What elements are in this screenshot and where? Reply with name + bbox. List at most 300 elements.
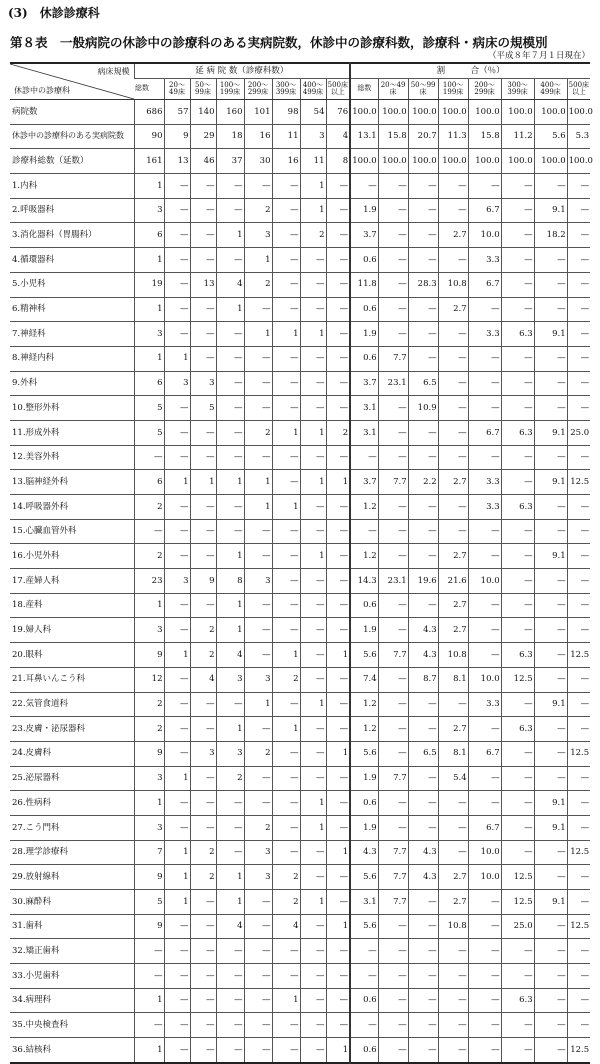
count-cell: 1 [216,470,244,495]
count-cell: 2 [244,272,272,297]
pct-cell: — [408,593,438,618]
count-cell: 16 [244,124,272,149]
pct-cell: 2.7 [438,890,468,915]
pct-cell: — [534,914,567,939]
pct-cell: — [567,322,590,347]
pct-cell: — [468,297,501,322]
count-cell: — [244,914,272,939]
count-cell: — [244,618,272,643]
table-row [10,371,590,396]
pct-cell: 5.6 [350,741,378,766]
pct-cell: 10.0 [468,667,501,692]
pct-cell: — [468,964,501,989]
pct-cell: 8.1 [438,667,468,692]
count-cell: — [216,495,244,520]
count-cell: 161 [134,149,164,174]
pct-cell: — [501,593,534,618]
count-cell: 1 [164,766,190,791]
count-cell: — [190,445,216,470]
table-row [10,569,590,594]
count-cell: — [190,988,216,1013]
count-cell: — [164,297,190,322]
count-cell: — [190,791,216,816]
row-label: 6.精神科 [10,297,134,322]
count-cell: — [300,396,326,421]
pct-cell: — [378,519,408,544]
pct-cell: — [408,223,438,248]
pct-cell: — [567,939,590,964]
pct-cell: — [534,297,567,322]
count-cell: 1 [300,198,326,223]
pct-cell: — [567,346,590,371]
pct-cell: — [408,988,438,1013]
count-cell: — [272,840,300,865]
pct-cell: — [468,766,501,791]
pct-cell: 100.0 [378,100,408,125]
pct-cell: 2.7 [438,544,468,569]
count-cell: — [300,248,326,273]
pct-cell: 5.6 [350,643,378,668]
count-cell: — [326,248,350,273]
pct-column-header: 300～399床 [501,79,534,100]
row-label: 14.呼吸器外科 [10,495,134,520]
count-cell: — [326,939,350,964]
table-row [10,1013,590,1038]
table-row [10,815,590,840]
row-label: 35.中央検査科 [10,1013,134,1038]
pct-cell: — [567,297,590,322]
pct-cell: 6.3 [501,643,534,668]
pct-cell: — [501,939,534,964]
count-cell: — [134,1013,164,1038]
count-cell: — [164,544,190,569]
table-row [10,865,590,890]
count-cell: — [300,371,326,396]
table-row [10,470,590,495]
count-cell: — [326,964,350,989]
count-cell: 46 [190,149,216,174]
pct-cell: 6.7 [468,420,501,445]
count-cell: — [272,346,300,371]
pct-cell: 6.3 [501,420,534,445]
pct-cell: — [567,766,590,791]
table-row [10,964,590,989]
count-cell: 1 [134,988,164,1013]
count-cell: 3 [134,766,164,791]
table-row [10,939,590,964]
pct-cell: — [438,396,468,421]
pct-cell: — [378,618,408,643]
pct-cell: 10.8 [438,643,468,668]
pct-cell: — [378,964,408,989]
count-cell: — [300,1038,326,1063]
pct-cell: 6.5 [408,741,438,766]
table-row [10,149,590,174]
count-cell: — [300,964,326,989]
pct-cell: 2.7 [438,223,468,248]
count-column-header: 50～99床 [190,79,216,100]
count-cell: — [190,890,216,915]
count-cell: — [190,346,216,371]
pct-cell: — [408,939,438,964]
table-row [10,890,590,915]
count-cell: — [216,840,244,865]
pct-cell: — [468,346,501,371]
pct-cell: — [468,174,501,199]
pct-cell: — [567,174,590,199]
pct-cell: — [378,495,408,520]
count-cell: 90 [134,124,164,149]
count-cell: — [326,593,350,618]
pct-cell: — [534,988,567,1013]
count-cell: — [272,766,300,791]
pct-cell: 2.7 [438,593,468,618]
pct-cell: 19.6 [408,569,438,594]
pct-cell: — [378,297,408,322]
pct-cell: 10.8 [438,272,468,297]
count-cell: 3 [134,198,164,223]
pct-cell: 1.9 [350,198,378,223]
pct-cell: 20.7 [408,124,438,149]
count-cell: 2 [300,223,326,248]
count-cell: — [326,717,350,742]
count-cell: — [326,297,350,322]
pct-cell: — [438,445,468,470]
count-cell: — [272,618,300,643]
pct-cell: — [438,964,468,989]
count-cell: — [164,1038,190,1063]
count-cell: — [164,396,190,421]
count-cell: — [300,840,326,865]
count-cell: — [300,667,326,692]
count-cell: — [244,766,272,791]
pct-cell: — [408,420,438,445]
count-cell: — [300,914,326,939]
pct-cell: — [408,322,438,347]
pct-cell: — [501,346,534,371]
count-cell: 1 [326,643,350,668]
pct-cell: — [438,198,468,223]
pct-cell: 7.7 [378,643,408,668]
pct-cell: 0.6 [350,346,378,371]
count-cell: 1 [190,470,216,495]
pct-cell: — [468,519,501,544]
count-cell: 3 [134,322,164,347]
pct-cell: — [378,988,408,1013]
table-row [10,988,590,1013]
pct-cell: — [534,593,567,618]
count-cell: — [164,495,190,520]
count-cell: — [164,667,190,692]
count-cell: — [272,1013,300,1038]
count-cell: 13 [190,272,216,297]
count-cell: 8 [216,569,244,594]
count-cell: 1 [326,470,350,495]
pct-cell: 4.3 [350,840,378,865]
pct-cell: 0.6 [350,297,378,322]
count-cell: — [272,1038,300,1063]
pct-cell: 23.1 [378,569,408,594]
count-cell: — [244,519,272,544]
count-cell: — [272,198,300,223]
pct-cell: — [501,544,534,569]
pct-cell: 11.3 [438,124,468,149]
count-cell: 1 [326,1038,350,1063]
count-cell: — [190,495,216,520]
table-body [10,100,593,1063]
corner-top-label: 病床規模 [97,67,130,76]
count-cell: — [244,346,272,371]
count-cell: — [190,766,216,791]
pct-cell: — [501,297,534,322]
pct-cell: — [438,939,468,964]
count-cell: — [272,445,300,470]
row-label: 23.皮膚・泌尿器科 [10,717,134,742]
count-cell: — [326,791,350,816]
count-cell: — [164,1013,190,1038]
count-cell: — [244,717,272,742]
pct-cell: 21.6 [438,569,468,594]
pct-cell: — [501,272,534,297]
pct-cell: 1.2 [350,692,378,717]
count-cell: 2 [326,420,350,445]
count-cell: 1 [216,890,244,915]
count-cell: 2 [190,865,216,890]
pct-cell: 2.7 [438,717,468,742]
count-cell: — [164,174,190,199]
count-cell: — [326,692,350,717]
pct-cell: 28.3 [408,272,438,297]
count-cell: — [244,544,272,569]
pct-cell: — [501,840,534,865]
count-cell: — [190,914,216,939]
pct-cell: — [468,445,501,470]
pct-cell: 12.5 [567,741,590,766]
pct-cell: — [408,495,438,520]
count-column-header: 20～49床 [164,79,190,100]
count-cell: — [326,890,350,915]
count-cell: — [300,766,326,791]
count-cell: — [190,248,216,273]
count-cell: 29 [190,124,216,149]
count-cell: — [190,174,216,199]
table-row [10,248,590,273]
count-cell: 1 [244,470,272,495]
pct-cell: — [468,593,501,618]
count-cell: — [326,495,350,520]
pct-cell: 3.7 [350,470,378,495]
count-cell: — [190,519,216,544]
pct-cell: 9.1 [534,692,567,717]
count-cell: — [244,643,272,668]
count-cell: — [272,692,300,717]
pct-cell: 10.0 [468,569,501,594]
pct-cell: — [501,223,534,248]
pct-cell: 100.0 [501,149,534,174]
pct-cell: — [378,174,408,199]
pct-cell: — [350,1013,378,1038]
row-label: 8.神経内科 [10,346,134,371]
count-cell: 1 [164,346,190,371]
pct-cell: 1.2 [350,717,378,742]
count-cell: — [326,544,350,569]
pct-cell: — [378,223,408,248]
count-cell: — [326,198,350,223]
row-label: 28.理学診療科 [10,840,134,865]
pct-cell: — [350,174,378,199]
table-row [10,692,590,717]
pct-cell: 18.2 [534,223,567,248]
count-cell: — [300,445,326,470]
count-column-header: 400～499床 [300,79,326,100]
pct-cell: — [501,445,534,470]
pct-cell: — [567,272,590,297]
count-cell: — [164,914,190,939]
table-row [10,420,590,445]
pct-cell: 7.4 [350,667,378,692]
table-title: 第８表 一般病院の休診中の診療科のある実病院数，休診中の診療科数，診療科・病床の規模別 [10,35,548,50]
count-cell: 3 [244,667,272,692]
count-cell: — [164,618,190,643]
pct-cell: — [378,1038,408,1063]
pct-cell: 6.3 [501,717,534,742]
pct-cell: 7.7 [378,840,408,865]
count-cell: 54 [300,100,326,125]
pct-cell: 9.1 [534,815,567,840]
pct-cell: — [567,1013,590,1038]
pct-cell: — [567,865,590,890]
count-cell: — [164,593,190,618]
count-cell: — [164,964,190,989]
pct-cell: — [468,939,501,964]
pct-cell: — [501,396,534,421]
count-cell: 1 [164,840,190,865]
table-row [10,593,590,618]
count-cell: — [216,322,244,347]
pct-cell: — [501,791,534,816]
table-row [10,198,590,223]
count-cell: 13 [164,149,190,174]
row-label: 9.外科 [10,371,134,396]
table-row [10,100,590,125]
count-cell: — [216,1038,244,1063]
pct-cell: 100.0 [438,100,468,125]
count-cell: 3 [134,618,164,643]
count-cell: — [272,791,300,816]
pct-cell: 4.3 [408,865,438,890]
row-label: 11.形成外科 [10,420,134,445]
count-cell: — [216,198,244,223]
row-label: 34.病理科 [10,988,134,1013]
pct-cell: — [468,618,501,643]
count-cell: — [216,964,244,989]
count-cell: 2 [134,495,164,520]
row-label: 26.性病科 [10,791,134,816]
count-cell: 1 [216,544,244,569]
pct-cell: — [350,519,378,544]
count-cell: 3 [216,667,244,692]
pct-cell: — [534,248,567,273]
count-cell: — [244,1038,272,1063]
table-row [10,618,590,643]
count-cell: — [326,346,350,371]
pct-cell: 9.1 [534,322,567,347]
pct-cell: 3.1 [350,890,378,915]
pct-cell: 12.5 [501,667,534,692]
count-cell: — [216,396,244,421]
pct-cell: — [378,692,408,717]
pct-cell: — [501,618,534,643]
count-cell: — [216,248,244,273]
row-label: 19.婦人科 [10,618,134,643]
row-label: 休診中の診療科のある実病院数 [10,124,134,149]
pct-cell: 1.9 [350,322,378,347]
row-label: 17.産婦人科 [10,569,134,594]
pct-cell: 1.9 [350,618,378,643]
pct-cell: 12.5 [501,865,534,890]
pct-cell: 9.1 [534,198,567,223]
pct-cell: — [408,1013,438,1038]
count-cell: — [244,297,272,322]
pct-cell: — [408,766,438,791]
count-cell: — [272,593,300,618]
count-cell: — [326,272,350,297]
count-cell: — [164,519,190,544]
pct-cell: — [534,371,567,396]
count-cell: — [216,791,244,816]
pct-cell: — [378,445,408,470]
count-cell: 1 [326,840,350,865]
pct-cell: 6.7 [468,815,501,840]
count-cell: — [190,223,216,248]
count-column-header: 300～399床 [272,79,300,100]
pct-cell: 25.0 [567,420,590,445]
pct-cell: 8.1 [438,741,468,766]
pct-cell: 100.0 [567,100,590,125]
count-cell: — [190,297,216,322]
count-cell: 1 [216,717,244,742]
row-label: 病院数 [10,100,134,125]
count-cell: 8 [326,149,350,174]
count-cell: 3 [134,815,164,840]
count-cell: 9 [134,865,164,890]
pct-cell: 9.1 [534,470,567,495]
pct-cell: — [468,371,501,396]
count-cell: — [300,939,326,964]
table-row [10,322,590,347]
count-cell: 1 [216,865,244,890]
count-cell: — [326,445,350,470]
pct-cell: 8.7 [408,667,438,692]
pct-cell: — [567,593,590,618]
count-cell: 1 [300,322,326,347]
count-cell: — [244,174,272,199]
pct-column-header: 500床以上 [567,79,590,100]
pct-cell: 1.9 [350,766,378,791]
pct-cell: 2.7 [438,865,468,890]
count-cell: — [300,741,326,766]
count-cell: 140 [190,100,216,125]
count-cell: 2 [272,865,300,890]
pct-cell: 12.5 [567,470,590,495]
pct-cell: — [438,519,468,544]
pct-cell: 6.3 [501,322,534,347]
count-cell: — [300,988,326,1013]
count-cell: 160 [216,100,244,125]
pct-cell: — [350,964,378,989]
pct-cell: — [567,890,590,915]
count-cell: — [326,865,350,890]
